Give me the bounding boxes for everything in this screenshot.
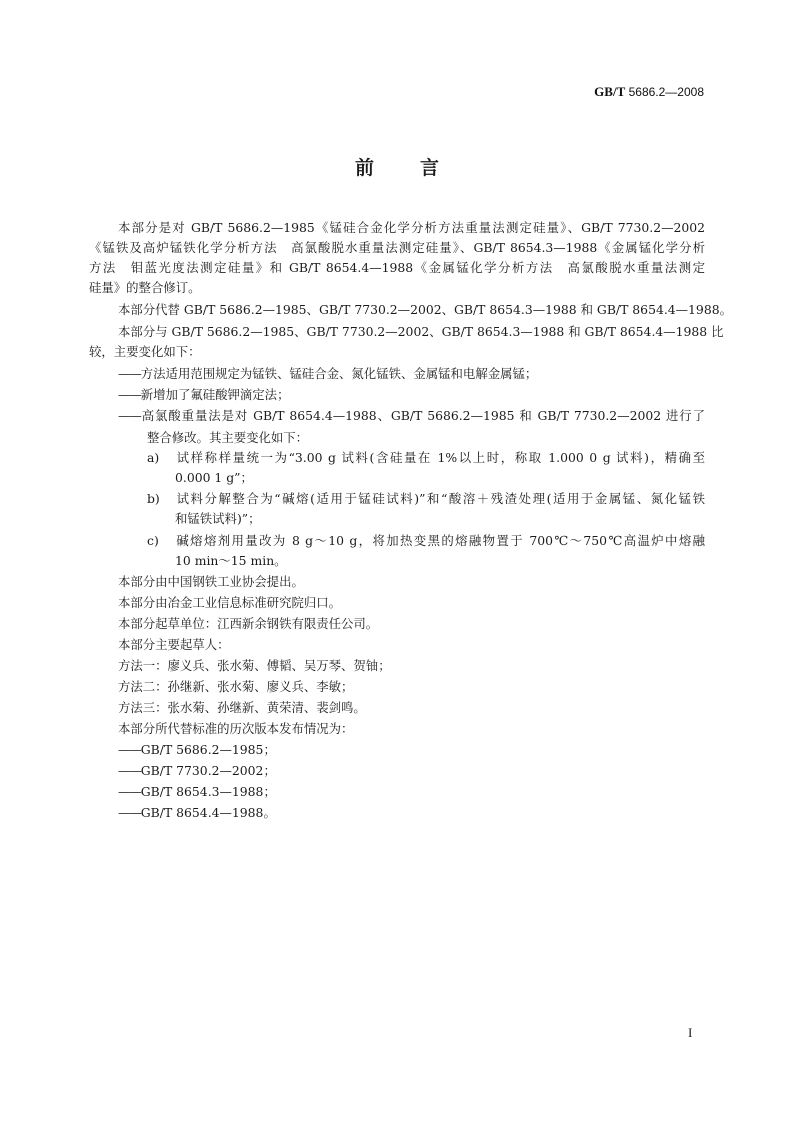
standard-number-header xyxy=(594,84,704,100)
intro-line-4: 硅量》的整合修订。 xyxy=(89,280,201,295)
page-title xyxy=(0,153,794,180)
history-item-3: ——GB/T 8654.3—1988； xyxy=(118,784,276,799)
drafting-unit: 本部分起草单位：江西新余钢铁有限责任公司。 xyxy=(118,616,379,631)
intro-line-3: 方法 钼蓝光度法测定硅量》和 GB/T 8654.4—1988《金属锰化学分析方法 高氯酸脱水重量法测定 xyxy=(89,260,705,275)
intro-line-2: 《锰铁及高炉锰铁化学分析方法 高氯酸脱水重量法测定硅量》、GB/T 8654.3—1988《金属锰化学分析 xyxy=(89,240,705,255)
history-item-2: ——GB/T 7730.2—2002； xyxy=(118,763,276,778)
standard-number: 5686.2—2008 xyxy=(628,85,704,99)
drafters-method-3: 方法三：张水菊、孙继新、黄荣清、裴剑鸣。 xyxy=(118,700,366,715)
proposed-by: 本部分由中国钢铁工业协会提出。 xyxy=(118,574,304,589)
drafters-method-2: 方法二：孙继新、张水菊、廖义兵、李敏； xyxy=(118,679,354,694)
intro-line-1: 本部分是对 GB/T 5686.2—1985《锰硅合金化学分析方法重量法测定硅量》、GB/T 7730.2—2002 xyxy=(118,220,705,235)
page-number: I xyxy=(688,1025,693,1040)
dash-marker: —— xyxy=(118,366,141,381)
sub-change-b-cont: 和锰铁试料)”； xyxy=(175,511,261,526)
drafters-method-1: 方法一：廖义兵、张水菊、傅韬、吴万琴、贺铀； xyxy=(118,658,391,673)
change-item-2: ——新增加了氟硅酸钾滴定法； xyxy=(118,387,290,402)
item-label: a) xyxy=(147,450,160,465)
drafters-heading: 本部分主要起草人： xyxy=(118,637,230,652)
dash-marker: —— xyxy=(118,805,141,820)
dash-marker: —— xyxy=(118,784,141,799)
compare-line-1: 本部分与 GB/T 5686.2—1985、GB/T 7730.2—2002、GB/T 8654.3—1988 和 GB/T 8654.4—1988 比 xyxy=(118,324,724,339)
item-label: b) xyxy=(147,491,160,506)
history-item-1: ——GB/T 5686.2—1985； xyxy=(118,742,276,757)
change-item-3-cont: 整合修改。其主要变化如下： xyxy=(147,430,309,445)
dash-marker: —— xyxy=(118,408,141,423)
standard-prefix: GB/T xyxy=(594,84,626,99)
sub-change-c: c) 碱熔熔剂用量改为 8 g～10 g，将加热变黑的熔融物置于 700℃～750℃高温炉中熔融 xyxy=(147,533,705,548)
change-item-3: ——高氯酸重量法是对 GB/T 8654.4—1988、GB/T 5686.2—1985 和 GB/T 7730.2—2002 进行了 xyxy=(118,408,705,423)
managed-by: 本部分由冶金工业信息标准研究院归口。 xyxy=(118,595,342,610)
item-label: c) xyxy=(147,533,159,548)
compare-line-2: 较，主要变化如下： xyxy=(89,344,201,359)
sub-change-a: a) 试样称样量统一为“3.00 g 试料(含硅量在 1%以上时，称取 1.000 0 g 试料)，精确至 xyxy=(147,450,705,465)
sub-change-a-cont: 0.000 1 g”； xyxy=(175,470,253,485)
dash-marker: —— xyxy=(118,742,141,757)
replaces-paragraph: 本部分代替 GB/T 5686.2—1985、GB/T 7730.2—2002、GB/T 8654.3—1988 和 GB/T 8654.4—1988。 xyxy=(118,302,732,317)
title-char-1: 前 xyxy=(354,157,374,179)
history-item-4: ——GB/T 8654.4—1988。 xyxy=(118,805,276,820)
title-char-2: 言 xyxy=(420,157,440,179)
dash-marker: —— xyxy=(118,387,141,402)
dash-marker: —— xyxy=(118,763,141,778)
change-item-1: ——方法适用范围规定为锰铁、锰硅合金、氮化锰铁、金属锰和电解金属锰； xyxy=(118,366,538,381)
sub-change-c-cont: 10 min～15 min。 xyxy=(175,553,287,568)
sub-change-b: b) 试料分解整合为“碱熔(适用于锰硅试料)”和“酸溶＋残渣处理(适用于金属锰、氮化锰铁 xyxy=(147,491,705,506)
history-heading: 本部分所代替标准的历次版本发布情况为： xyxy=(118,721,354,736)
